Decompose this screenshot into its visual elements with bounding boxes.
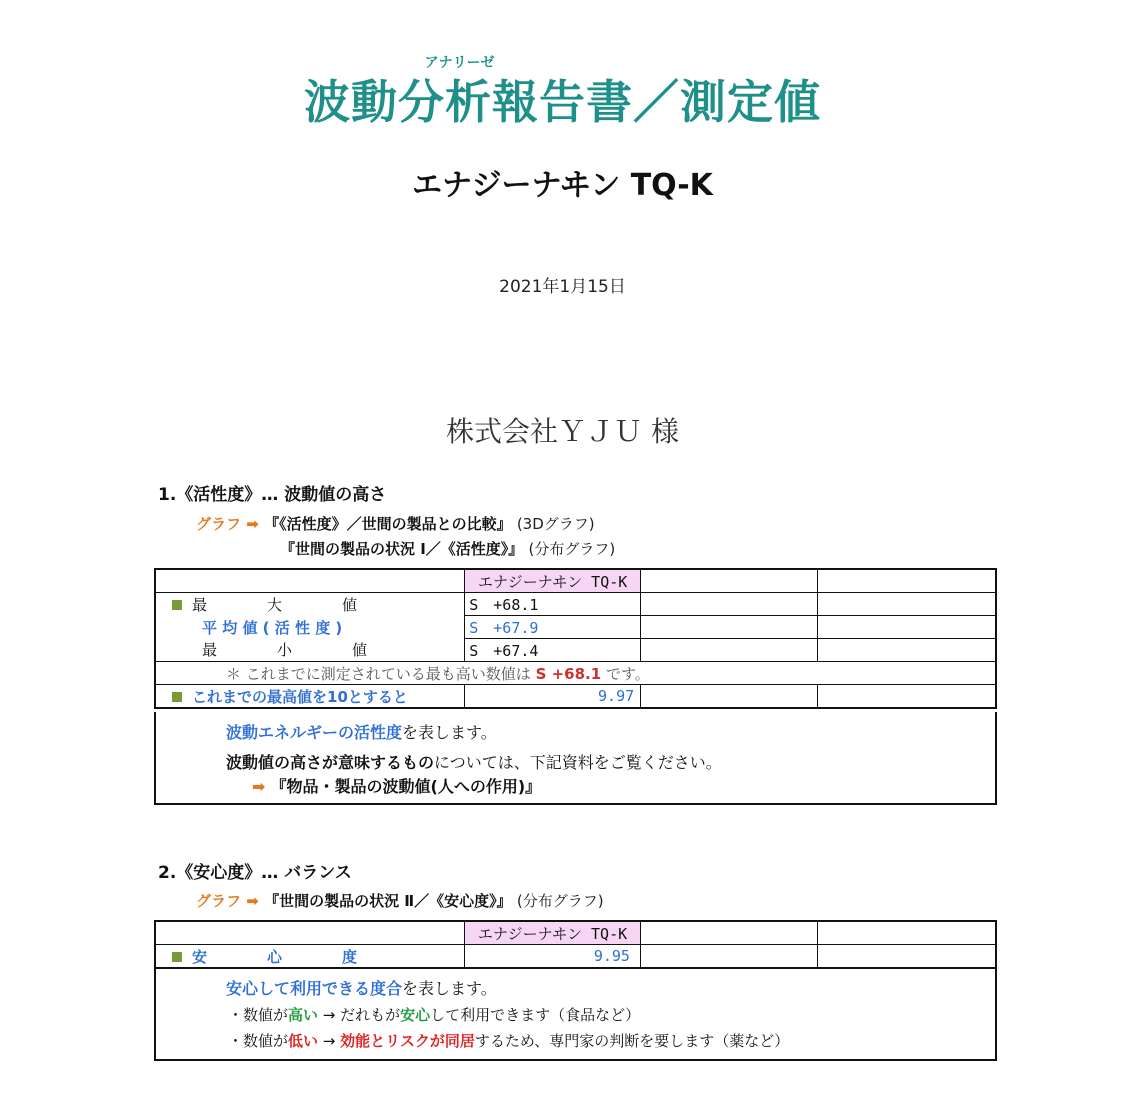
section2-bullet-high xyxy=(228,1004,640,1025)
bullet1-post: して利用できます（食品など） xyxy=(430,1006,641,1024)
graph1-title: 『《活性度》／世間の製品との比較』 xyxy=(264,515,512,533)
section1-graph-line1 xyxy=(196,513,595,534)
report-title: 波動分析報告書／測定値 xyxy=(304,75,821,129)
desc2-rest: については、下記資料をご覧ください。 xyxy=(434,753,722,772)
table-header-row xyxy=(155,569,996,593)
section2-table xyxy=(154,920,997,969)
column-header-product: エナジーナヰン TQ-K xyxy=(465,921,641,945)
section2-graph-line xyxy=(196,890,604,911)
square-bullet-icon xyxy=(172,952,182,962)
column-header-product: エナジーナヰン TQ-K xyxy=(465,569,641,593)
arrow-right-icon: ➡ xyxy=(246,892,259,910)
bullet2-low: 低い xyxy=(288,1032,319,1050)
bullet1-high: 高い xyxy=(288,1006,319,1024)
section1-graph-line2 xyxy=(280,538,615,559)
section2-bullet-low xyxy=(228,1030,789,1051)
table-row-safety xyxy=(155,945,996,969)
bullet1-pre: ・数値が xyxy=(228,1006,289,1024)
graph-title: 『世間の製品の状況 Ⅱ／《安心度》』 xyxy=(264,892,512,910)
square-bullet-icon xyxy=(172,600,182,610)
row-label-safety: 安 心 度 xyxy=(192,947,358,966)
graph-label: グラフ xyxy=(196,515,242,533)
desc1-rest: を表します。 xyxy=(402,723,497,742)
table-row-note xyxy=(155,662,996,685)
note-max-value: S +68.1 xyxy=(535,664,602,683)
table-row-max xyxy=(155,593,996,616)
row-value-average: S +67.9 xyxy=(465,616,641,639)
note-suffix: です。 xyxy=(605,664,650,683)
section1-desc2 xyxy=(226,750,722,773)
desc1-highlight: 波動エネルギーの活性度 xyxy=(226,723,403,742)
product-name: エナジーナヰン TQ-K xyxy=(412,168,713,203)
row-label-average: 平 均 値 ( 活 性 度 ) xyxy=(202,618,343,637)
graph-type: (分布グラフ) xyxy=(516,892,604,910)
graph2-title: 『世間の製品の状況 Ⅰ／《活性度》』 xyxy=(280,540,524,558)
graph2-type: (分布グラフ) xyxy=(528,540,616,558)
table-row-min xyxy=(155,639,996,662)
square-bullet-icon xyxy=(172,692,182,702)
report-date: 2021年1月15日 xyxy=(499,277,626,297)
table-row-max10 xyxy=(155,685,996,709)
table-header-row xyxy=(155,921,996,945)
bullet2-post: するため、専門家の判断を要します（薬など） xyxy=(474,1032,790,1050)
section1-desc3 xyxy=(252,774,541,797)
bullet1-safe: 安心 xyxy=(400,1006,431,1024)
bullet2-mid: → xyxy=(318,1032,341,1050)
row-label-max: 最 大 値 xyxy=(192,595,358,614)
section2-desc1 xyxy=(226,976,497,999)
desc2-highlight: 波動値の高さが意味するもの xyxy=(226,753,435,772)
graph1-type: (3Dグラフ) xyxy=(516,515,595,533)
desc1-highlight: 安心して利用できる度合 xyxy=(226,979,403,998)
bullet2-pre: ・数値が xyxy=(228,1032,289,1050)
note-prefix: ＊ これまでに測定されている最も高い数値は xyxy=(226,664,531,683)
section1-title: 1.《活性度》… 波動値の高さ xyxy=(158,485,387,505)
row-value-min: S +67.4 xyxy=(465,639,641,662)
row-value-safety: 9.95 xyxy=(465,945,641,969)
graph-label: グラフ xyxy=(196,892,242,910)
client-name: 株式会社ＹＪＵ 様 xyxy=(446,415,679,448)
bullet1-mid: → だれもが xyxy=(318,1006,401,1024)
row-value-max10: 9.97 xyxy=(465,685,641,709)
section2-title: 2.《安心度》… バランス xyxy=(158,863,352,883)
row-label-min: 最 小 値 xyxy=(202,641,368,660)
section1-desc1 xyxy=(226,720,497,743)
table-row-average xyxy=(155,616,996,639)
arrow-right-icon: ➡ xyxy=(246,515,259,533)
ruby-text: アナリーゼ xyxy=(424,55,495,71)
bullet2-risk: 効能とリスクが同居 xyxy=(340,1032,475,1050)
section1-table xyxy=(154,568,997,709)
row-label-max10: これまでの最高値を10とすると xyxy=(192,687,408,706)
reference-document-link: 『物品・製品の波動値(人への作用)』 xyxy=(270,777,542,796)
row-value-max: S +68.1 xyxy=(465,593,641,616)
arrow-right-icon: ➡ xyxy=(252,777,266,796)
desc1-rest: を表します。 xyxy=(402,979,497,998)
